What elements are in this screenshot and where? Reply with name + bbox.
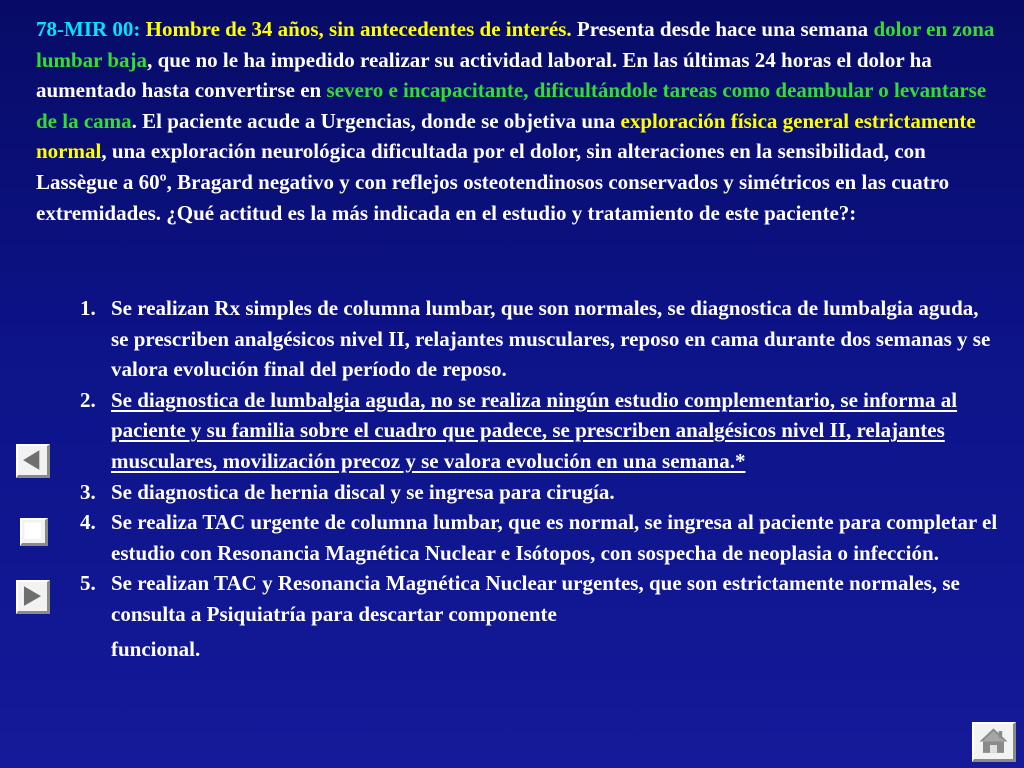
option-text-line: Se realizan TAC y Resonancia Magnética Nuclear urgentes, que son estrictamente normales, se consulta a Psiquiatría para descartar componente	[111, 571, 960, 626]
house-icon	[974, 724, 1013, 759]
next-slide-button[interactable]	[16, 580, 50, 614]
question-number: 78-MIR 00:	[36, 17, 141, 41]
question-highlight-exam: exploración física general estrictamente normal	[36, 108, 976, 164]
question-text-segment: Presenta desde hace una semana	[571, 17, 874, 41]
square-stop-icon	[22, 520, 45, 543]
home-button[interactable]	[972, 722, 1016, 762]
option-number: 1.	[80, 296, 96, 320]
answer-option-2-correct	[80, 385, 1000, 477]
answer-options	[80, 293, 1000, 668]
option-text-line: funcional.	[111, 636, 201, 661]
option-number: 4.	[80, 510, 96, 535]
answer-option-1	[80, 293, 1000, 385]
option-text: Se diagnostica de lumbalgia aguda, no se realiza ningún estudio complementario, se informa al paciente y su familia sobre el cuadro que padece, se prescriben analgésicos nivel II, relajantes musculares, movilización precoz y se valora evolución en una semana.*	[111, 387, 958, 473]
triangle-left-icon	[18, 446, 47, 475]
option-text: Se diagnostica de hernia discal y se ingresa para cirugía.	[111, 479, 615, 504]
question-highlight-severity: severo e incapacitante, dificultándole tareas como deambular o levantarse de la cama	[36, 78, 987, 133]
question-highlight-pain: dolor en zona lumbar baja	[36, 17, 995, 72]
question-text-segment: , una exploración neurológica dificultada por el dolor, sin alteraciones en la sensibilidad, con Lassègue a 60º, Bragard negativo y con reflejos osteotendinosos conservados y simétricos en las cuatro extremidades. ¿Qué actitud es la más indicada en el estudio y tratamiento de este paciente?:	[36, 139, 950, 225]
question-highlight-patient: Hombre de 34 años, sin antecedentes de interés.	[140, 17, 572, 41]
previous-slide-button[interactable]	[16, 444, 50, 478]
question-text-segment: . El paciente acude a Urgencias, donde se objetiva una	[131, 108, 621, 133]
option-text	[111, 568, 1000, 667]
option-number: 3.	[80, 479, 96, 504]
triangle-right-icon	[18, 582, 47, 611]
answer-option-3	[80, 477, 1000, 508]
question-text	[36, 14, 996, 228]
option-text: Se realizan Rx simples de columna lumbar, que son normales, se diagnostica de lumbalgia aguda, se prescriben analgésicos nivel II, relajantes musculares, reposo en cama durante dos semanas y se valora evolución final del período de reposo.	[111, 296, 991, 382]
option-number: 2.	[80, 387, 96, 412]
answer-option-4	[80, 507, 1000, 568]
question-text-segment: , que no le ha impedido realizar su actividad laboral. En las últimas 24 horas el dolor ha aumentado hasta convertirse en	[36, 47, 932, 103]
answer-option-5	[80, 568, 1000, 667]
option-text: Se realiza TAC urgente de columna lumbar, que es normal, se ingresa al paciente para completar el estudio con Resonancia Magnética Nuclear e Isótopos, con sospecha de neoplasia o infección.	[111, 510, 998, 565]
stop-button[interactable]	[20, 518, 48, 546]
option-number: 5.	[80, 571, 96, 596]
